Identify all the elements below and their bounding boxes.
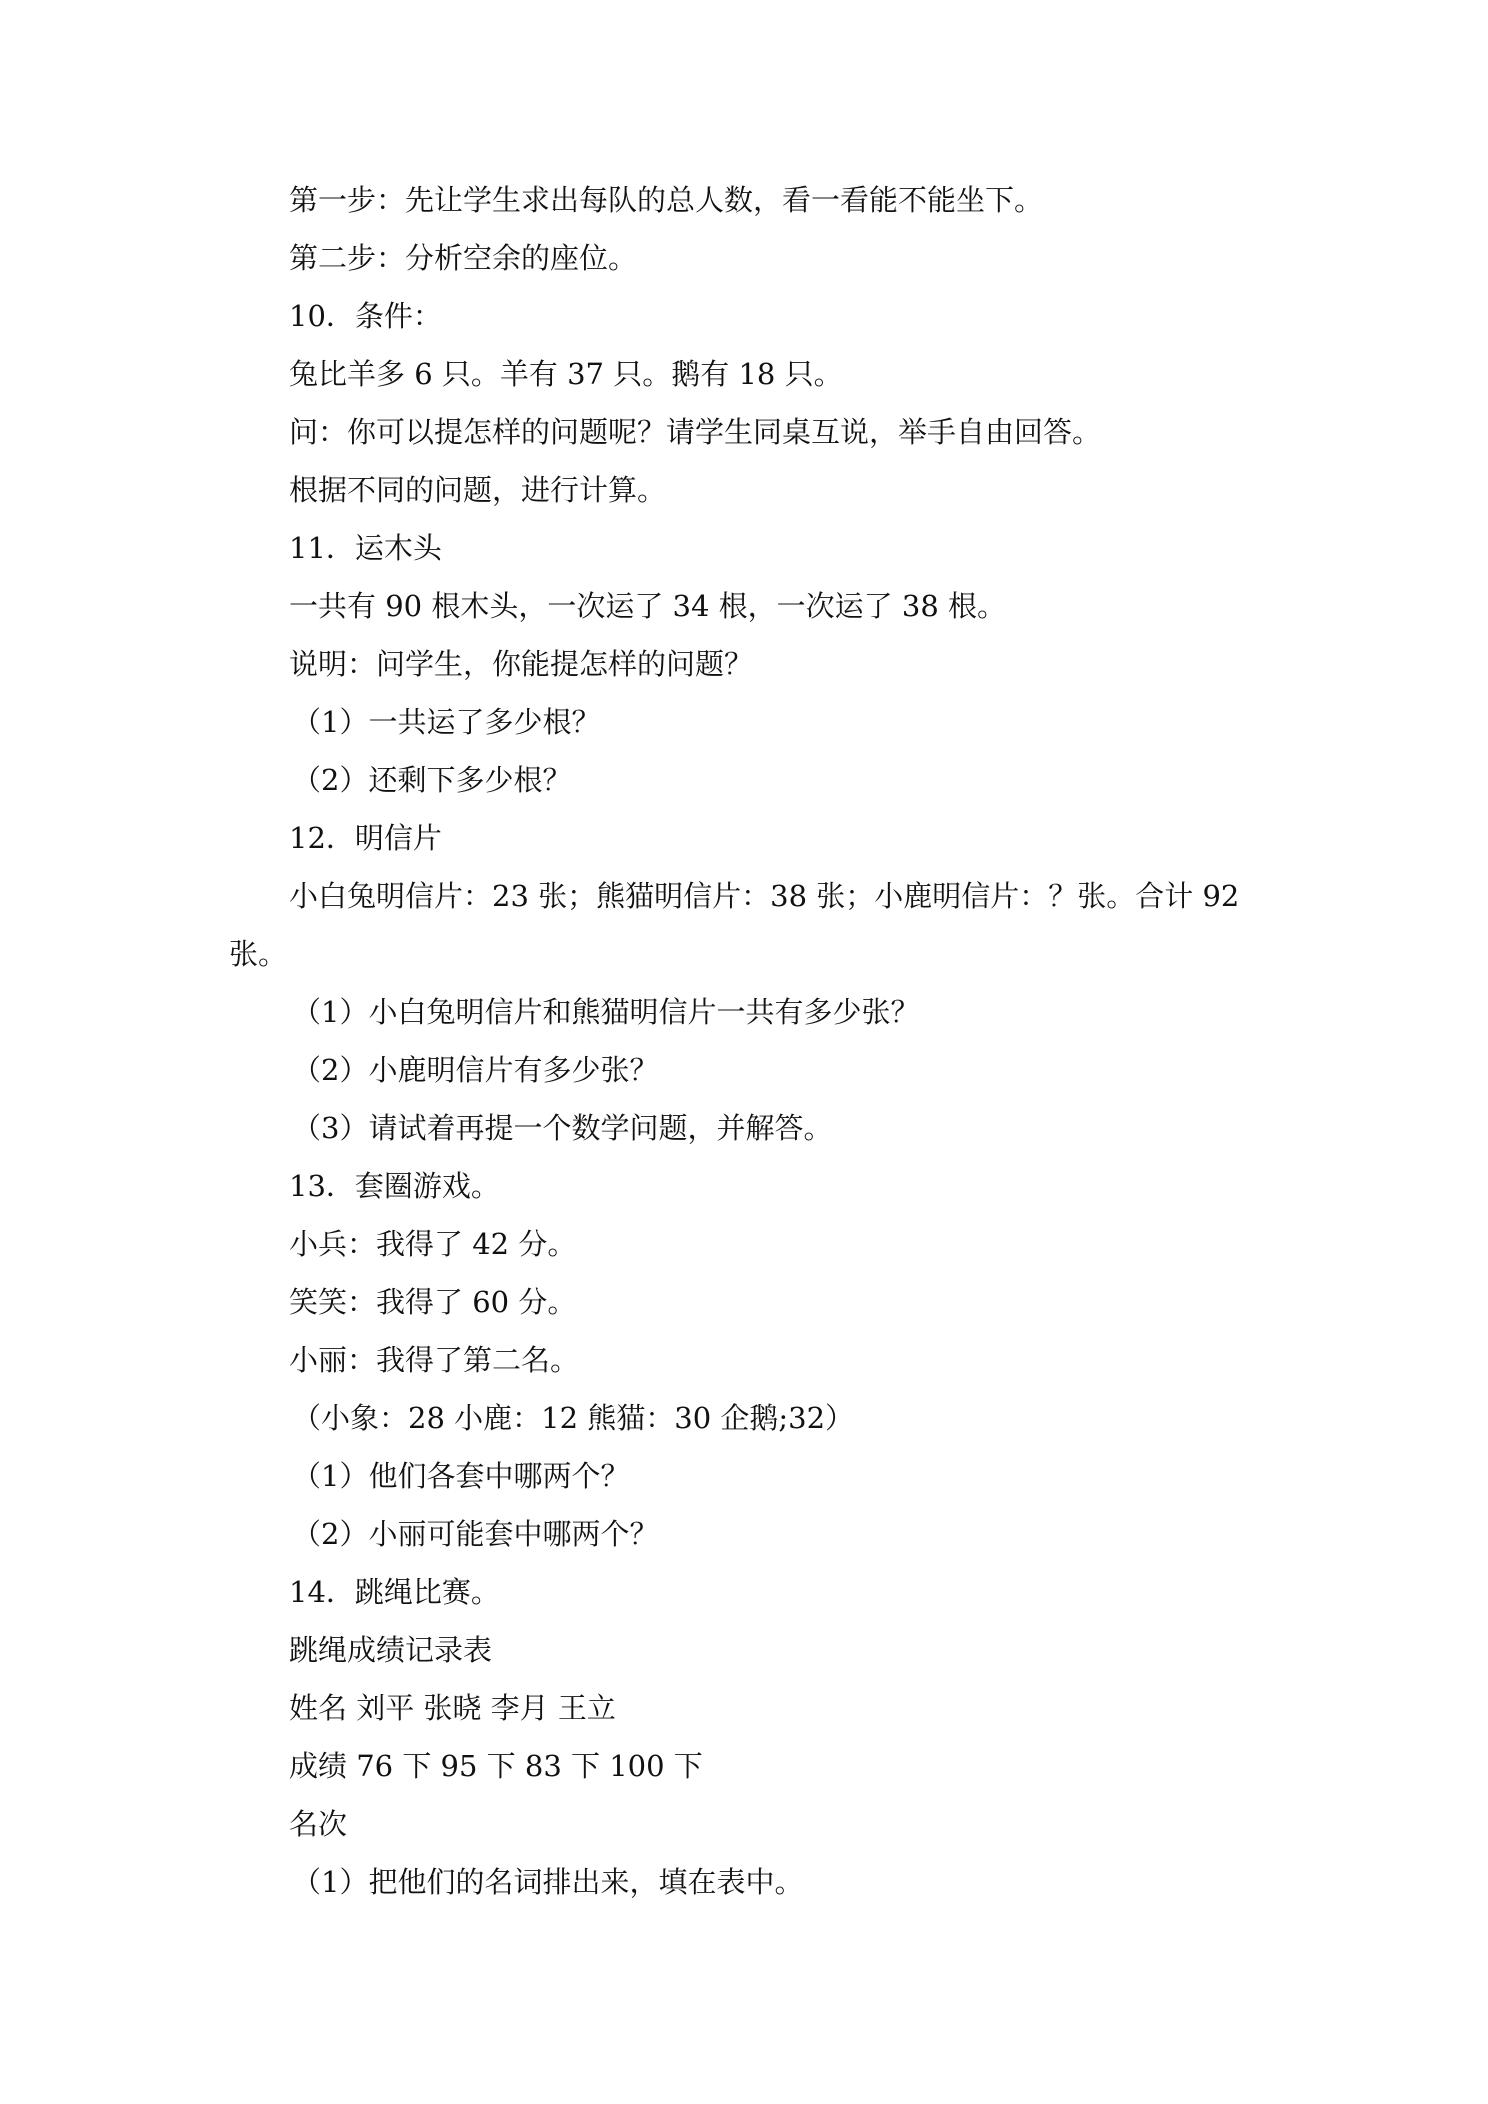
text-line: （2）小丽可能套中哪两个？ — [292, 1517, 659, 1551]
text-line: 笑笑：我得了 60 分。 — [289, 1285, 577, 1319]
section-heading: 10．条件： — [289, 299, 442, 333]
text-line: 小丽：我得了第二名。 — [289, 1343, 580, 1377]
text-line: （3）请试着再提一个数学问题，并解答。 — [292, 1111, 833, 1145]
text-line: 兔比羊多 6 只。羊有 37 只。鹅有 18 只。 — [289, 357, 843, 391]
text-line: （1）把他们的名词排出来，填在表中。 — [292, 1865, 804, 1899]
text-line: 根据不同的问题，进行计算。 — [289, 473, 667, 507]
text-line: 第一步：先让学生求出每队的总人数，看一看能不能坐下。 — [289, 183, 1044, 217]
text-line: （小象：28 小鹿：12 熊猫：30 企鹅;32） — [292, 1401, 855, 1435]
text-line: 小兵：我得了 42 分。 — [289, 1227, 577, 1261]
table-row: 姓名 刘平 张晓 李月 王立 — [289, 1691, 616, 1725]
text-line: （1）小白兔明信片和熊猫明信片一共有多少张？ — [292, 995, 920, 1029]
text-line: 第二步：分析空余的座位。 — [289, 241, 638, 275]
text-line: （2）小鹿明信片有多少张？ — [292, 1053, 659, 1087]
table-row: 成绩 76 下 95 下 83 下 100 下 — [289, 1749, 703, 1783]
section-heading: 14．跳绳比赛。 — [289, 1575, 500, 1609]
section-heading: 11．运木头 — [289, 531, 442, 565]
text-line: 说明：问学生，你能提怎样的问题？ — [289, 647, 754, 681]
text-line: （1）他们各套中哪两个？ — [292, 1459, 630, 1493]
text-line: 小白兔明信片：23 张；熊猫明信片：38 张；小鹿明信片：？张。合计 92 — [289, 879, 1240, 913]
text-line: （1）一共运了多少根？ — [292, 705, 601, 739]
text-line: 张。 — [229, 937, 288, 971]
table-row: 名次 — [289, 1807, 348, 1841]
text-line: （2）还剩下多少根？ — [292, 763, 572, 797]
text-line: 一共有 90 根木头，一次运了 34 根，一次运了 38 根。 — [289, 589, 1007, 623]
section-heading: 12．明信片 — [289, 821, 442, 855]
text-line: 问：你可以提怎样的问题呢？请学生同桌互说，举手自由回答。 — [289, 415, 1102, 449]
table-title: 跳绳成绩记录表 — [289, 1633, 493, 1667]
section-heading: 13．套圈游戏。 — [289, 1169, 500, 1203]
